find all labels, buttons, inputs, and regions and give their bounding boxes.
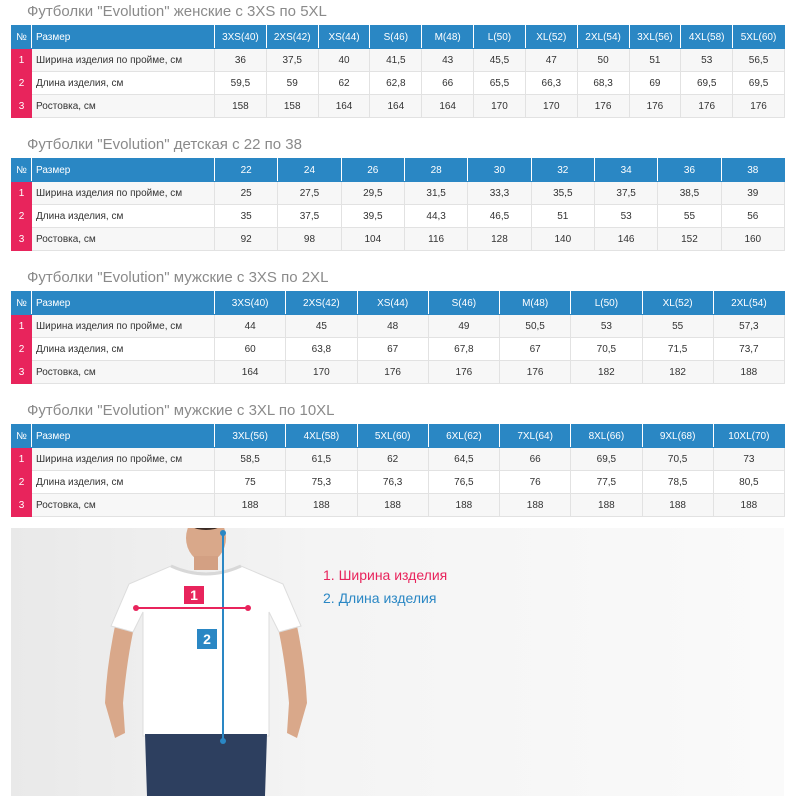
size-header-cell: L(50) (571, 292, 642, 315)
size-header-cell: 38 (721, 159, 784, 182)
table-row (12, 72, 785, 95)
table-header-row (12, 292, 785, 315)
row-label-cell: Ширина изделия по пройме, см (32, 182, 215, 205)
size-header-cell: 5XL(60) (733, 26, 785, 49)
value-cell: 57,3 (713, 315, 784, 338)
value-cell: 76,3 (357, 471, 428, 494)
value-cell: 69,5 (571, 448, 642, 471)
table-row (12, 228, 785, 251)
value-cell: 41,5 (370, 49, 422, 72)
value-cell: 164 (422, 95, 474, 118)
value-cell: 188 (642, 494, 713, 517)
row-label-cell: Ростовка, см (32, 228, 215, 251)
value-cell: 44 (215, 315, 286, 338)
row-label-cell: Длина изделия, см (32, 72, 215, 95)
value-cell: 39,5 (341, 205, 404, 228)
value-cell: 31,5 (404, 182, 467, 205)
value-cell: 75,3 (286, 471, 357, 494)
size-header-cell: 32 (531, 159, 594, 182)
value-cell: 70,5 (642, 448, 713, 471)
size-header-cell: XS(44) (357, 292, 428, 315)
value-cell: 75 (215, 471, 286, 494)
value-cell: 80,5 (713, 471, 784, 494)
size-header-cell: M(48) (422, 26, 474, 49)
value-cell: 170 (474, 95, 526, 118)
header-size-label: Размер (32, 425, 215, 448)
value-cell: 176 (577, 95, 629, 118)
value-cell: 66 (500, 448, 571, 471)
value-cell: 182 (642, 361, 713, 384)
value-cell: 66,3 (525, 72, 577, 95)
value-cell: 176 (428, 361, 499, 384)
size-header-cell: XL(52) (525, 26, 577, 49)
value-cell: 53 (681, 49, 733, 72)
size-header-cell: M(48) (500, 292, 571, 315)
size-header-cell: 3XL(56) (215, 425, 286, 448)
value-cell: 182 (571, 361, 642, 384)
size-header-cell: 30 (468, 159, 531, 182)
legend-width-item: 1. Ширина изделия (323, 567, 448, 583)
size-header-cell: 3XS(40) (215, 292, 286, 315)
table-row (12, 448, 785, 471)
men-small-size-section (11, 266, 784, 384)
value-cell: 69 (629, 72, 681, 95)
value-cell: 53 (571, 315, 642, 338)
kids-size-section (11, 133, 784, 251)
row-number-cell: 2 (12, 205, 32, 228)
value-cell: 116 (404, 228, 467, 251)
size-header-cell: 5XL(60) (357, 425, 428, 448)
value-cell: 92 (215, 228, 278, 251)
row-number-cell: 3 (12, 95, 32, 118)
header-size-label: Размер (32, 26, 215, 49)
value-cell: 76 (500, 471, 571, 494)
value-cell: 62 (318, 72, 370, 95)
value-cell: 67,8 (428, 338, 499, 361)
model-neck (194, 556, 218, 570)
value-cell: 164 (318, 95, 370, 118)
row-number-cell: 3 (12, 494, 32, 517)
header-number-cell: № (12, 292, 32, 315)
kids-table-title: Футболки "Evolution" детская с 22 по 38 (27, 136, 302, 153)
value-cell: 55 (642, 315, 713, 338)
model-jeans (145, 734, 267, 796)
table-header-row (12, 159, 785, 182)
value-cell: 51 (531, 205, 594, 228)
size-header-cell: 4XL(58) (286, 425, 357, 448)
length-line-top-dot (220, 530, 226, 536)
row-label-cell: Ширина изделия по пройме, см (32, 448, 215, 471)
value-cell: 45 (286, 315, 357, 338)
value-cell: 59,5 (215, 72, 267, 95)
value-cell: 188 (571, 494, 642, 517)
header-size-label: Размер (32, 292, 215, 315)
value-cell: 98 (278, 228, 341, 251)
value-cell: 56 (721, 205, 784, 228)
men-large-size-section (11, 399, 784, 517)
value-cell: 188 (500, 494, 571, 517)
row-label-cell: Длина изделия, см (32, 205, 215, 228)
value-cell: 59 (266, 72, 318, 95)
value-cell: 188 (428, 494, 499, 517)
table-row (12, 361, 785, 384)
value-cell: 158 (215, 95, 267, 118)
value-cell: 176 (681, 95, 733, 118)
size-header-cell: 3XL(56) (629, 26, 681, 49)
size-header-cell: 8XL(66) (571, 425, 642, 448)
value-cell: 176 (357, 361, 428, 384)
size-header-cell: 24 (278, 159, 341, 182)
measurement-legend (323, 564, 447, 610)
value-cell: 73,7 (713, 338, 784, 361)
length-line-bottom-dot (220, 738, 226, 744)
row-label-cell: Длина изделия, см (32, 471, 215, 494)
value-cell: 25 (215, 182, 278, 205)
row-label-cell: Ширина изделия по пройме, см (32, 49, 215, 72)
size-header-cell: XS(44) (318, 26, 370, 49)
tshirt-model-figure (11, 528, 311, 796)
value-cell: 66 (422, 72, 474, 95)
value-cell: 44,3 (404, 205, 467, 228)
size-header-cell: 6XL(62) (428, 425, 499, 448)
size-header-cell: 2XS(42) (266, 26, 318, 49)
value-cell: 176 (733, 95, 785, 118)
value-cell: 27,5 (278, 182, 341, 205)
value-cell: 35 (215, 205, 278, 228)
value-cell: 33,3 (468, 182, 531, 205)
value-cell: 58,5 (215, 448, 286, 471)
value-cell: 67 (500, 338, 571, 361)
value-cell: 53 (594, 205, 657, 228)
value-cell: 29,5 (341, 182, 404, 205)
value-cell: 104 (341, 228, 404, 251)
men-large-table-title: Футболки "Evolution" мужские с 3XL по 10XL (27, 402, 335, 419)
size-header-cell: 34 (594, 159, 657, 182)
row-number-cell: 1 (12, 448, 32, 471)
size-header-cell: 26 (341, 159, 404, 182)
table-header-row (12, 26, 785, 49)
size-header-cell: S(46) (428, 292, 499, 315)
value-cell: 128 (468, 228, 531, 251)
value-cell: 55 (658, 205, 721, 228)
value-cell: 64,5 (428, 448, 499, 471)
size-header-cell: 28 (404, 159, 467, 182)
value-cell: 45,5 (474, 49, 526, 72)
value-cell: 50,5 (500, 315, 571, 338)
value-cell: 164 (370, 95, 422, 118)
row-number-cell: 3 (12, 361, 32, 384)
row-number-cell: 1 (12, 49, 32, 72)
value-cell: 76,5 (428, 471, 499, 494)
row-number-cell: 3 (12, 228, 32, 251)
value-cell: 176 (500, 361, 571, 384)
value-cell: 146 (594, 228, 657, 251)
women-size-table (11, 25, 785, 118)
size-header-cell: 3XS(40) (215, 26, 267, 49)
value-cell: 39 (721, 182, 784, 205)
row-label-cell: Ростовка, см (32, 494, 215, 517)
value-cell: 62 (357, 448, 428, 471)
table-row (12, 494, 785, 517)
value-cell: 65,5 (474, 72, 526, 95)
row-number-cell: 1 (12, 315, 32, 338)
value-cell: 43 (422, 49, 474, 72)
value-cell: 36 (215, 49, 267, 72)
table-row (12, 182, 785, 205)
men-small-table-title: Футболки "Evolution" мужские с 3XS по 2XL (27, 269, 329, 286)
value-cell: 47 (525, 49, 577, 72)
measurement-illustration (11, 528, 784, 796)
women-size-section (11, 0, 784, 118)
table-row (12, 315, 785, 338)
value-cell: 188 (713, 361, 784, 384)
size-header-cell: 7XL(64) (500, 425, 571, 448)
size-header-cell: 22 (215, 159, 278, 182)
size-header-cell: XL(52) (642, 292, 713, 315)
value-cell: 176 (629, 95, 681, 118)
value-cell: 35,5 (531, 182, 594, 205)
size-header-cell: 4XL(58) (681, 26, 733, 49)
value-cell: 69,5 (681, 72, 733, 95)
length-marker-number: 2 (203, 631, 211, 647)
table-row (12, 205, 785, 228)
value-cell: 158 (266, 95, 318, 118)
value-cell: 188 (286, 494, 357, 517)
value-cell: 56,5 (733, 49, 785, 72)
value-cell: 51 (629, 49, 681, 72)
value-cell: 69,5 (733, 72, 785, 95)
size-header-cell: L(50) (474, 26, 526, 49)
width-line-right-dot (245, 605, 251, 611)
value-cell: 152 (658, 228, 721, 251)
header-size-label: Размер (32, 159, 215, 182)
row-label-cell: Ростовка, см (32, 361, 215, 384)
value-cell: 170 (286, 361, 357, 384)
value-cell: 37,5 (278, 205, 341, 228)
value-cell: 170 (525, 95, 577, 118)
table-row (12, 338, 785, 361)
value-cell: 62,8 (370, 72, 422, 95)
table-row (12, 95, 785, 118)
value-cell: 164 (215, 361, 286, 384)
value-cell: 37,5 (266, 49, 318, 72)
value-cell: 63,8 (286, 338, 357, 361)
value-cell: 140 (531, 228, 594, 251)
legend-length-item: 2. Длина изделия (323, 590, 437, 606)
value-cell: 188 (357, 494, 428, 517)
size-header-cell: 10XL(70) (713, 425, 784, 448)
value-cell: 37,5 (594, 182, 657, 205)
value-cell: 70,5 (571, 338, 642, 361)
value-cell: 40 (318, 49, 370, 72)
size-header-cell: S(46) (370, 26, 422, 49)
row-number-cell: 2 (12, 72, 32, 95)
table-header-row (12, 425, 785, 448)
width-line-left-dot (133, 605, 139, 611)
size-header-cell: 2XL(54) (577, 26, 629, 49)
value-cell: 73 (713, 448, 784, 471)
value-cell: 38,5 (658, 182, 721, 205)
value-cell: 48 (357, 315, 428, 338)
size-header-cell: 2XS(42) (286, 292, 357, 315)
value-cell: 68,3 (577, 72, 629, 95)
value-cell: 46,5 (468, 205, 531, 228)
row-label-cell: Ширина изделия по пройме, см (32, 315, 215, 338)
table-row (12, 49, 785, 72)
value-cell: 78,5 (642, 471, 713, 494)
value-cell: 160 (721, 228, 784, 251)
row-number-cell: 1 (12, 182, 32, 205)
row-label-cell: Ростовка, см (32, 95, 215, 118)
header-number-cell: № (12, 26, 32, 49)
row-number-cell: 2 (12, 471, 32, 494)
women-table-title: Футболки "Evolution" женские с 3XS по 5XL (27, 3, 327, 20)
value-cell: 60 (215, 338, 286, 361)
men-small-size-table (11, 291, 785, 384)
value-cell: 61,5 (286, 448, 357, 471)
width-marker-number: 1 (190, 587, 198, 603)
row-label-cell: Длина изделия, см (32, 338, 215, 361)
size-header-cell: 9XL(68) (642, 425, 713, 448)
value-cell: 77,5 (571, 471, 642, 494)
header-number-cell: № (12, 159, 32, 182)
value-cell: 67 (357, 338, 428, 361)
tshirt-shape (111, 566, 301, 736)
value-cell: 188 (215, 494, 286, 517)
size-header-cell: 36 (658, 159, 721, 182)
value-cell: 71,5 (642, 338, 713, 361)
value-cell: 188 (713, 494, 784, 517)
row-number-cell: 2 (12, 338, 32, 361)
value-cell: 49 (428, 315, 499, 338)
value-cell: 50 (577, 49, 629, 72)
header-number-cell: № (12, 425, 32, 448)
kids-size-table (11, 158, 785, 251)
size-header-cell: 2XL(54) (713, 292, 784, 315)
table-row (12, 471, 785, 494)
men-large-size-table (11, 424, 785, 517)
